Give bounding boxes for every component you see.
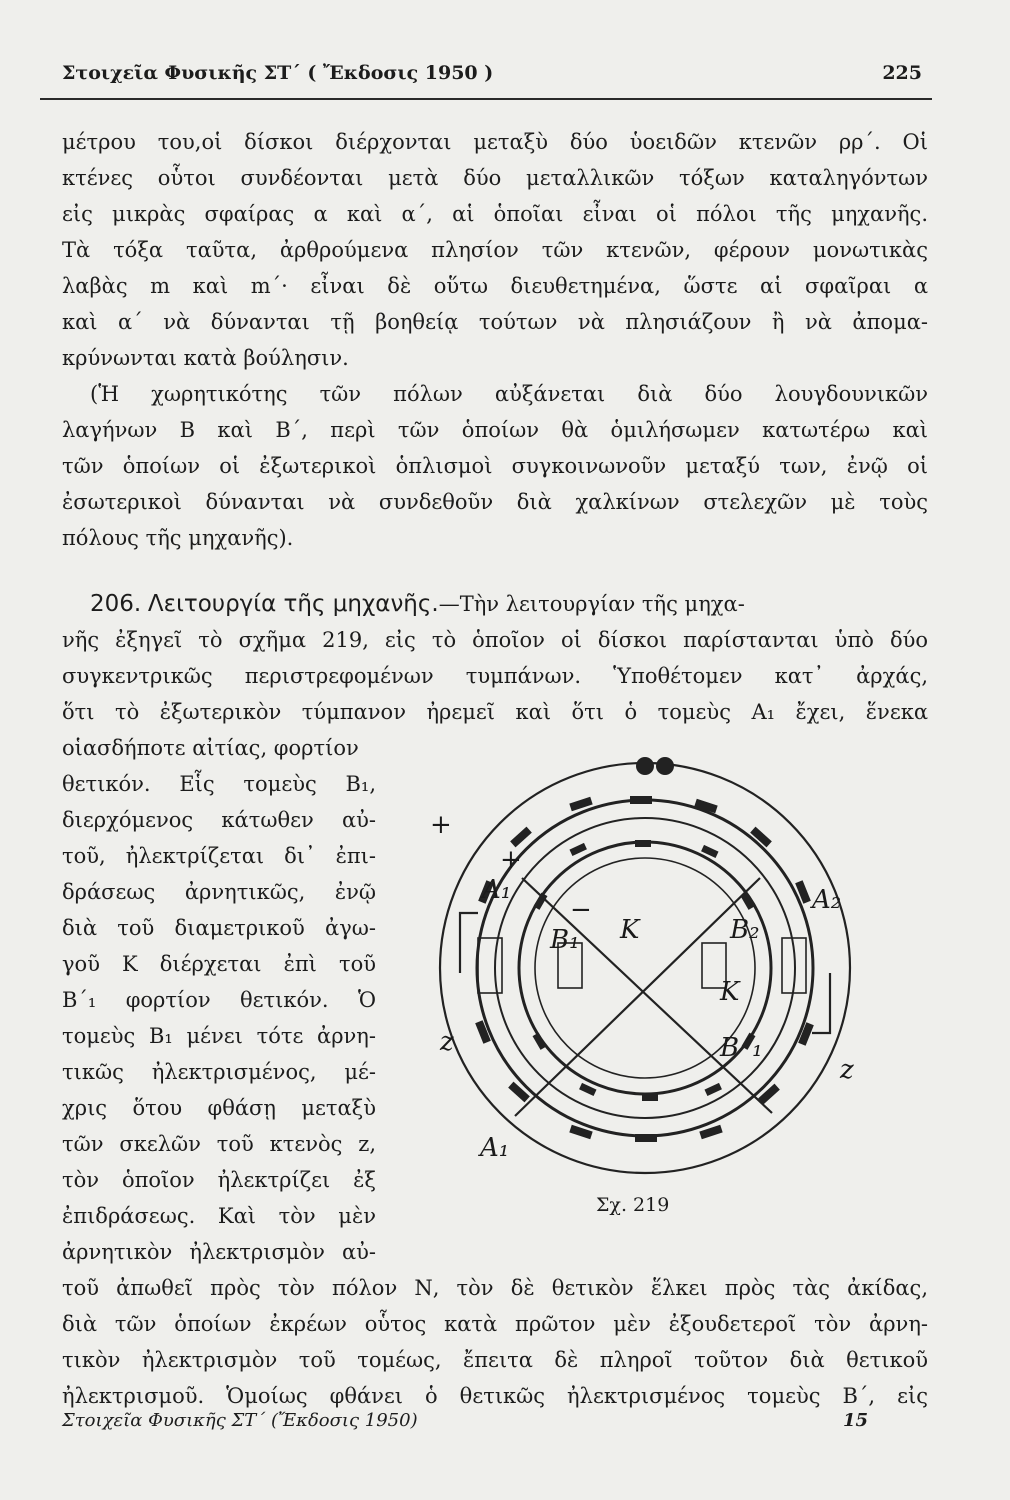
text-line: τοῦ ἀπωθεῖ πρὸς τὸν πόλον Ν, τὸν δὲ θετικὸν ἕλκει πρὸς τὰς ἀκίδας, bbox=[62, 1276, 928, 1300]
text-line: τῶν σκελῶν τοῦ κτενὸς z, bbox=[62, 1132, 376, 1156]
pole-sphere bbox=[656, 757, 674, 775]
outer-drum-inner-edge bbox=[495, 818, 795, 1118]
text-line: τικῶς ἠλεκτρισμένος, μέ- bbox=[62, 1060, 376, 1084]
text-line: Β΄₁ φορτίον θετικόν. Ὁ bbox=[62, 988, 376, 1012]
text-line: λαγήνων Β καὶ Β΄, περὶ τῶν ὁποίων θὰ ὁμιλήσωμεν κατωτέρω καὶ bbox=[62, 418, 928, 442]
section-intro: —Τὴν λειτουργίαν τῆς μηχα- bbox=[438, 592, 745, 616]
figure-219-diagram bbox=[420, 738, 890, 1178]
text-line: τοῦ, ἠλεκτρίζεται δι᾽ ἐπι- bbox=[62, 844, 376, 868]
figure-caption: Σχ. 219 bbox=[596, 1194, 670, 1216]
text-line: διὰ τῶν ὁποίων ἐκρέων οὗτος κατὰ πρῶτον μὲν ἐξουδετεροῖ τὸν ἀρνη- bbox=[62, 1312, 928, 1336]
text-line: χρις ὅτου φθάσῃ μεταξὺ bbox=[62, 1096, 376, 1120]
label-plus: + bbox=[430, 810, 452, 840]
text-line: δράσεως ἀρνητικῶς, ἐνῷ bbox=[62, 880, 376, 904]
running-head bbox=[62, 62, 922, 84]
text-line: τικὸν ἠλεκτρισμὸν τοῦ τομέως, ἔπειτα δὲ πληροῖ τοῦτον διὰ θετικοῦ bbox=[62, 1348, 928, 1372]
text-line: νῆς ἐξηγεῖ τὸ σχῆμα 219, εἰς τὸ ὁποῖον οἱ δίσκοι παρίστανται ὑπὸ δύο bbox=[62, 628, 928, 652]
label-B1-prime: B΄₁ bbox=[720, 1033, 763, 1063]
label-B2: B₂ bbox=[730, 915, 760, 945]
text-line: τῶν ὁποίων οἱ ἐξωτερικοὶ ὁπλισμοὶ συγκοινωνοῦν μεταξύ των, ἐνῷ οἱ bbox=[62, 454, 928, 478]
signature-mark: 15 bbox=[842, 1410, 868, 1431]
text-line: λαβὰς m καὶ m΄· εἶναι δὲ οὕτω διευθετημένα, ὥστε αἱ σφαῖραι α bbox=[62, 274, 928, 298]
text-line: ἀρνητικὸν ἠλεκτρισμὸν αὐ- bbox=[62, 1240, 376, 1264]
text-line: οἱασδήποτε αἰτίας, φορτίον bbox=[62, 736, 359, 760]
running-head-title: Στοιχεῖα Φυσικῆς ΣΤ΄ ( Ἔκδοσις 1950 ) bbox=[62, 62, 494, 84]
label-z-left: z bbox=[440, 1027, 454, 1057]
text-line: συγκεντρικῶς περιστρεφομένων τυμπάνων. Ὑποθέτομεν κατ᾽ ἀρχάς, bbox=[62, 664, 928, 688]
text-line: διερχόμενος κάτωθεν αὐ- bbox=[62, 808, 376, 832]
text-line: διὰ τοῦ διαμετρικοῦ ἀγω- bbox=[62, 916, 376, 940]
text-line: τομεὺς Β₁ μένει τότε ἀρνη- bbox=[62, 1024, 376, 1048]
label-A1-bottom: A₁ bbox=[480, 1133, 510, 1163]
label-minus: − bbox=[570, 895, 592, 925]
pole-sphere bbox=[636, 757, 654, 775]
text-line: ἐσωτερικοὶ δύνανται νὰ συνδεθοῦν διὰ χαλκίνων στελεχῶν μὲ τοὺς bbox=[62, 490, 928, 514]
comb-left-arm bbox=[460, 913, 478, 973]
text-line: ἠλεκτρισμοῦ. Ὁμοίως φθάνει ὁ θετικῶς ἠλεκτρισμένος τομεὺς Β΄, εἰς bbox=[62, 1384, 928, 1408]
text-line: καὶ α΄ νὰ δύνανται τῇ βοηθείᾳ τούτων νὰ πλησιάζουν ἢ νὰ ἀπομα- bbox=[62, 310, 928, 334]
text-line: ὅτι τὸ ἐξωτερικὸν τύμπανον ἠρεμεῖ καὶ ὅτι ὁ τομεὺς Α₁ ἔχει, ἕνεκα bbox=[62, 700, 928, 724]
label-B1: B₁ bbox=[550, 925, 580, 955]
label-A1: A₁ bbox=[482, 875, 512, 905]
text-line: κτένες οὗτοι συνδέονται μετὰ δύο μεταλλικῶν τόξων καταληγόντων bbox=[62, 166, 928, 190]
label-plus: + bbox=[500, 845, 522, 875]
section-heading-line bbox=[90, 590, 928, 618]
footer-text: Στοιχεῖα Φυσικῆς ΣΤ΄ (Ἔκδοσις 1950) bbox=[62, 1410, 418, 1431]
text-line: ἐπιδράσεως. Καὶ τὸν μὲν bbox=[62, 1204, 376, 1228]
text-line: εἰς μικρὰς σφαίρας α καὶ α΄, αἱ ὁποῖαι εἶναι οἱ πόλοι τῆς μηχανῆς. bbox=[62, 202, 928, 226]
page-footer bbox=[62, 1410, 868, 1431]
text-line: πόλους τῆς μηχανῆς). bbox=[62, 526, 294, 550]
label-K: K bbox=[620, 915, 640, 945]
header-rule bbox=[40, 98, 932, 100]
label-A2: A₂ bbox=[812, 885, 842, 915]
text-line: μέτρου του,οἱ δίσκοι διέρχονται μεταξὺ δύο ὑοειδῶν κτενῶν ρρ΄. Οἱ bbox=[62, 130, 928, 154]
section-number: 206. bbox=[90, 591, 142, 617]
text-line: Τὰ τόξα ταῦτα, ἀρθρούμενα πλησίον τῶν κτενῶν, φέρουν μονωτικὰς bbox=[62, 238, 928, 262]
page-number: 225 bbox=[882, 62, 922, 84]
label-z-right: z bbox=[840, 1055, 854, 1085]
section-title: Λειτουργία τῆς μηχανῆς. bbox=[147, 591, 439, 617]
combs bbox=[478, 938, 806, 993]
text-line: (Ἡ χωρητικότης τῶν πόλων αὐξάνεται διὰ δύο λουγδουνικῶν bbox=[90, 382, 928, 406]
text-line: γοῦ Κ διέρχεται ἐπὶ τοῦ bbox=[62, 952, 376, 976]
text-line: θετικόν. Εἷς τομεὺς Β₁, bbox=[62, 772, 376, 796]
text-line: τὸν ὁποῖον ἠλεκτρίζει ἐξ bbox=[62, 1168, 376, 1192]
label-K: K bbox=[720, 977, 740, 1007]
text-line: κρύνωνται κατὰ βούλησιν. bbox=[62, 346, 349, 370]
comb-right-arm bbox=[812, 973, 830, 1033]
outer-drum bbox=[477, 800, 813, 1136]
